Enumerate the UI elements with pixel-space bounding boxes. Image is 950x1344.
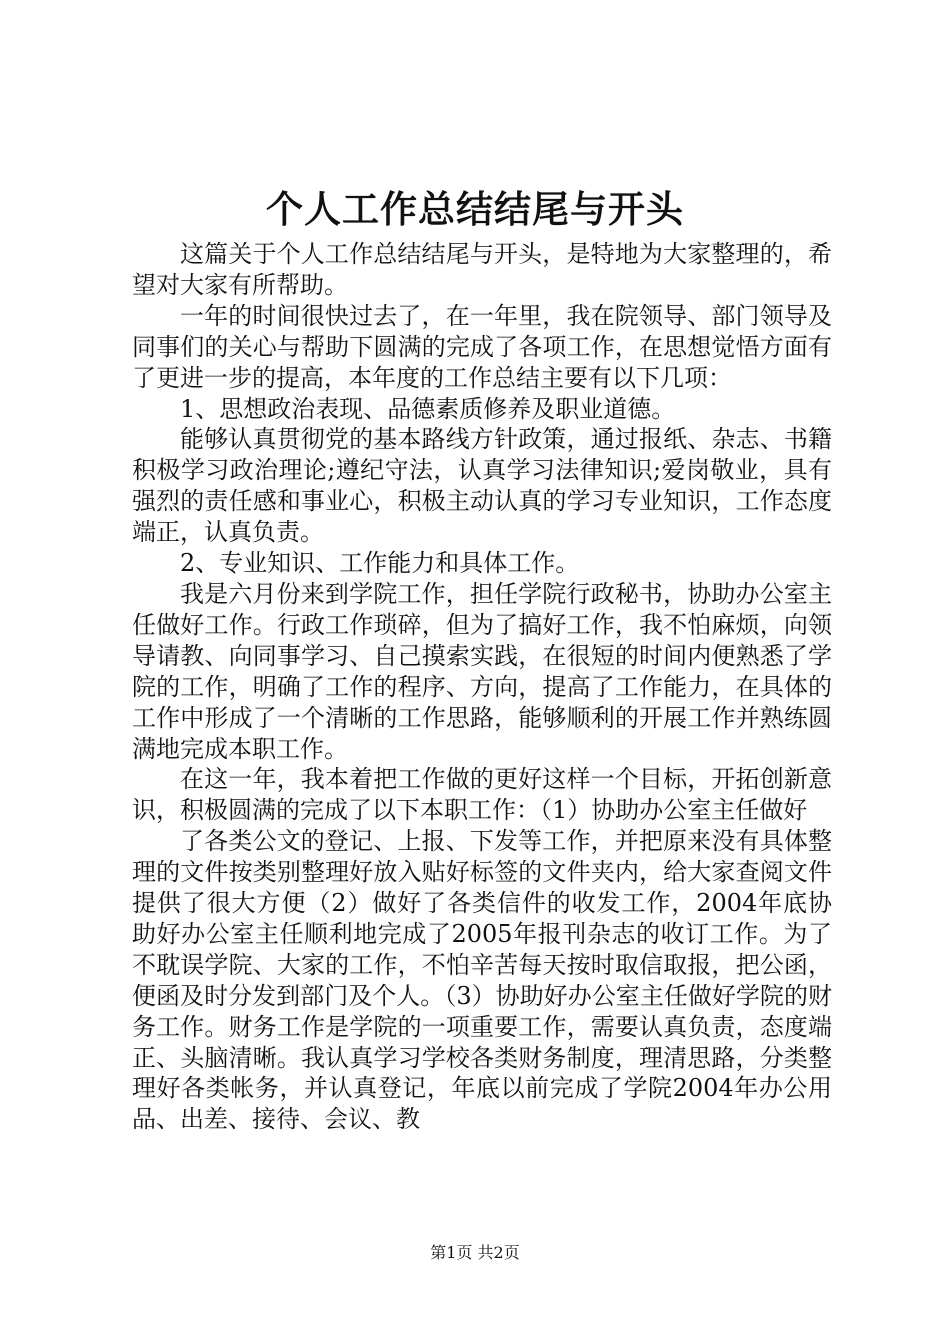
section-heading-1: 1、思想政治表现、品德素质修养及职业道德。 [180,394,676,423]
paragraph-section-2: 我是六月份来到学院工作，担任学院行政秘书，协助办公室主任做好工作。行政工作琐碎，但为了搞好工作，我不怕麻烦，向领导请教、向同事学习、自己摸索实践，在很短的时间内便熟悉了学院的工作，明确了工作的程序、方向，提高了工作能力，在具体的工作中形成了一个清晰的工作思路，能够顺利的开展工作并熟练圆满地完成本职工作。 [132,579,832,763]
paragraph-overview: 一年的时间很快过去了，在一年里，我在院领导、部门领导及同事们的关心与帮助下圆满的完成了各项工作，在思想觉悟方面有了更进一步的提高，本年度的工作总结主要有以下几项： [132,301,832,392]
page-footer: 第1页 共2页 [430,1243,520,1262]
paragraph-duties: 了各类公文的登记、上报、下发等工作，并把原来没有具体整理的文件按类别整理好放入贴好标签的文件夹内，给大家查阅文件提供了很大方便（2）做好了各类信件的收发工作，2004年底协助好办公室主任顺利地完成了2005年报刊杂志的收订工作。为了不耽误学院、大家的工作，不怕辛苦每天按时取信取报，把公函，便函及时分发到部门及个人。（3）协助好办公室主任做好学院的财务工作。财务工作是学院的一项重要工作，需要认真负责，态度端正、头脑清晰。我认真学习学校各类财务制度，理清思路，分类整理好各类帐务，并认真登记，年底以前完成了学院2004年办公用品、出差、接待、会议、教 [132,827,832,1134]
paragraph-intro: 这篇关于个人工作总结结尾与开头，是特地为大家整理的，希望对大家有所帮助。 [132,240,832,299]
document-title: 个人工作总结结尾与开头 [266,187,684,231]
paragraph-section-1: 能够认真贯彻党的基本路线方针政策，通过报纸、杂志、书籍积极学习政治理论;遵纪守法，认真学习法律知识;爱岗敬业，具有强烈的责任感和事业心，积极主动认真的学习专业知识，工作态度端正，认真负责。 [132,425,832,547]
section-heading-2: 2、专业知识、工作能力和具体工作。 [180,549,580,578]
paragraph-goals: 在这一年，我本着把工作做的更好这样一个目标，开拓创新意识，积极圆满的完成了以下本职工作：（1）协助办公室主任做好 [132,765,832,825]
document-body [132,239,832,1135]
